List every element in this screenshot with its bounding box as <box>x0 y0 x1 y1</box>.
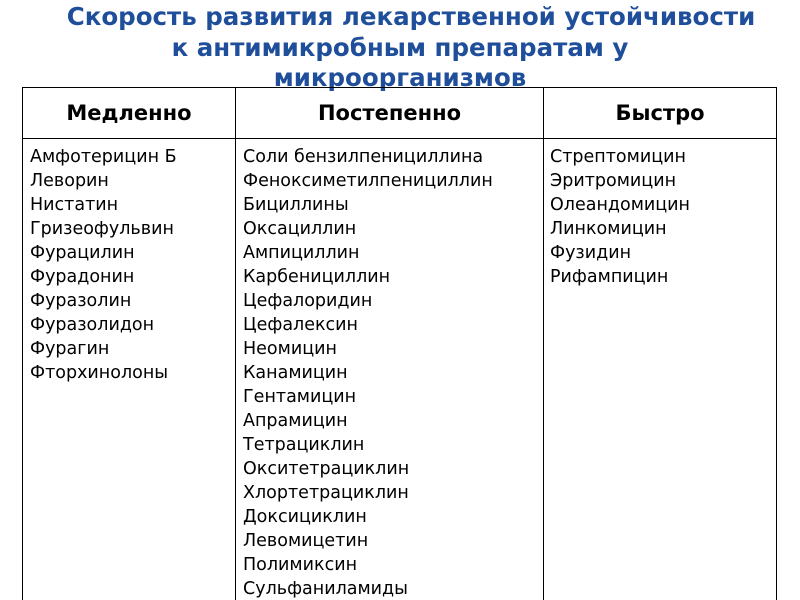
drug-item: Амфотерицин Б <box>30 147 177 167</box>
drug-item: Ампициллин <box>243 243 360 263</box>
drug-item: Леворин <box>30 171 109 191</box>
drug-item: Карбенициллин <box>243 267 391 287</box>
drug-item: Цефалексин <box>243 315 358 335</box>
drug-item: Фурагин <box>30 339 110 359</box>
drug-item: Доксициклин <box>243 507 367 527</box>
column-divider-2 <box>543 88 544 600</box>
drug-item: Фузидин <box>550 243 632 263</box>
drug-item: Рифампицин <box>550 267 669 287</box>
drug-item: Фуразолидон <box>30 315 155 335</box>
drug-item: Нистатин <box>30 195 119 215</box>
drug-item: Фуразолин <box>30 291 132 311</box>
drug-item: Фурадонин <box>30 267 135 287</box>
drug-item: Цефалоридин <box>243 291 373 311</box>
page-title <box>0 2 800 94</box>
header-slow: Медленно <box>66 101 192 125</box>
column-divider-1 <box>235 88 236 600</box>
drug-item: Левомицетин <box>243 531 369 551</box>
header-gradual: Постепенно <box>317 101 462 125</box>
resistance-table <box>22 87 777 600</box>
column-gradual <box>243 145 493 600</box>
drug-item: Полимиксин <box>243 555 358 575</box>
drug-item: Фторхинолоны <box>30 363 169 383</box>
drug-item: Оксациллин <box>243 219 357 239</box>
drug-item: Гентамицин <box>243 387 357 407</box>
drug-item: Феноксиметилпенициллин <box>243 171 493 191</box>
drug-item: Сульфаниламиды <box>243 579 408 599</box>
title-line-2: к антимикробным препаратам у <box>171 32 629 62</box>
drug-item: Фурацилин <box>30 243 135 263</box>
drug-item: Бициллины <box>243 195 349 215</box>
drug-item: Линкомицин <box>550 219 667 239</box>
title-line-3: микроорганизмов <box>273 63 527 92</box>
drug-item: Гризеофульвин <box>30 219 174 239</box>
drug-item: Соли бензилпенициллина <box>243 147 484 167</box>
drug-item: Канамицин <box>243 363 348 383</box>
drug-item: Стрептомицин <box>550 147 686 167</box>
drug-item: Олеандомицин <box>550 195 690 215</box>
drug-item: Эритромицин <box>550 171 677 191</box>
header-fast: Быстро <box>615 101 705 125</box>
header-divider <box>23 138 776 139</box>
drug-item: Хлортетрациклин <box>243 483 409 503</box>
drug-item: Апрамицин <box>243 411 348 431</box>
column-slow <box>30 145 177 385</box>
drug-item: Неомицин <box>243 339 337 359</box>
drug-item: Тетрациклин <box>243 435 365 455</box>
drug-item: Окситетрациклин <box>243 459 410 479</box>
column-fast <box>550 145 690 289</box>
title-line-1: Скорость развития лекарственной устойчивости <box>66 2 756 31</box>
